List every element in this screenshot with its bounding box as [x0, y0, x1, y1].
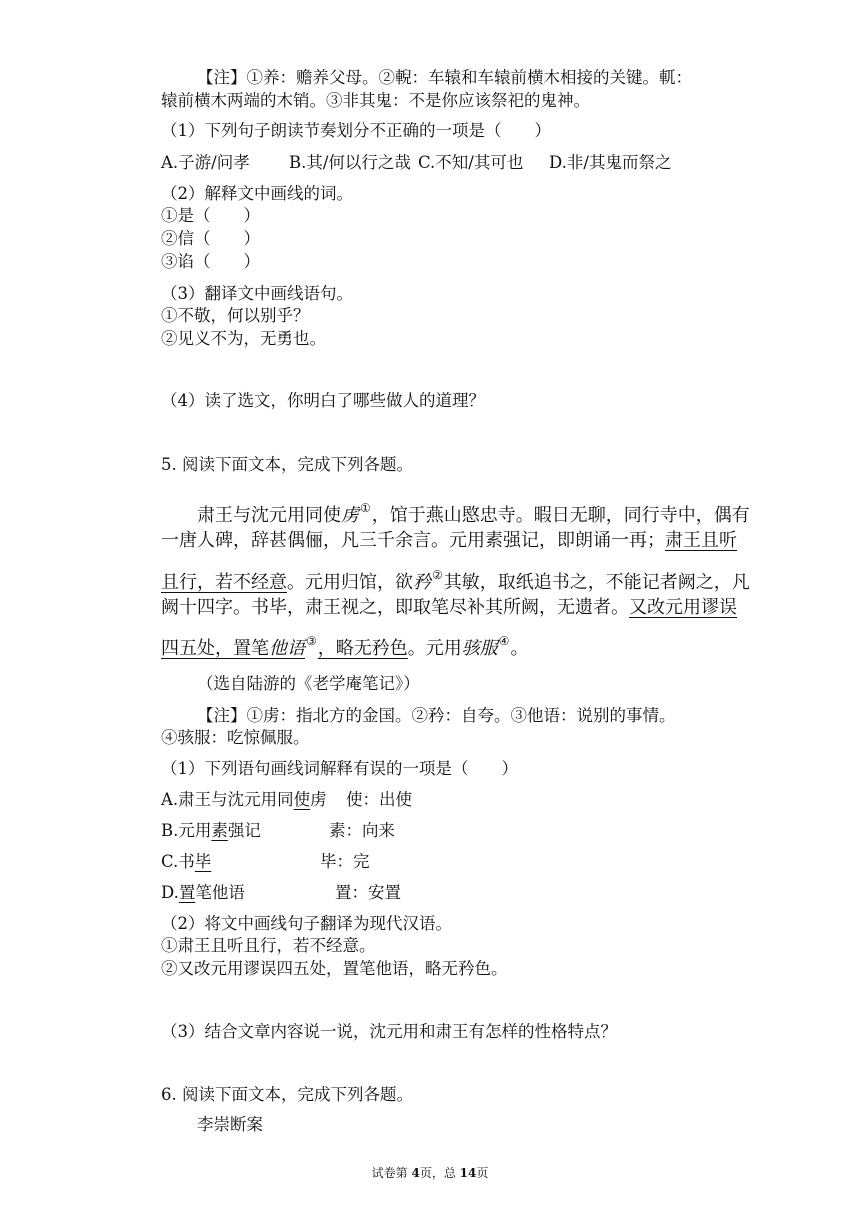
passage-line-1: 肃王与沈元用同使虏①，馆于燕山愍忠寺。暇日无聊，同行寺中，偶有 — [197, 501, 750, 526]
word-jin: 矜 — [413, 572, 431, 593]
word-haifu: 骇服 — [461, 638, 498, 659]
note-line-1: 【注】①养：赡养父母。②輗：车辕和车辕前横木相接的关键。軏： — [197, 68, 692, 87]
underlined-sentence-1b: 且行，若不经意 — [161, 572, 287, 593]
passage-source: （选自陆游的《老学庵笔记》） — [197, 674, 420, 693]
q4-option-b: B.其/何以行之哉 — [289, 153, 411, 172]
q4-part3-item-1: ①不敬，何以别乎？ — [161, 306, 310, 325]
q4-part3-question: （3）翻译文中画线语句。 — [161, 284, 353, 303]
q5-option-d-explanation: 置：安置 — [335, 883, 401, 902]
q4-part2-item-2: ②信（ ） — [161, 229, 260, 248]
q5-part2-question: （2）将文中画线句子翻译为现代汉语。 — [161, 914, 452, 933]
q4-option-c: C.不知/其可也 — [418, 153, 524, 172]
q4-part2-item-3: ③谄（ ） — [161, 252, 260, 271]
q5-note-line-2: ④骇服：吃惊佩服。 — [161, 728, 310, 747]
footnote-marker-2: ② — [432, 568, 443, 582]
q5-option-a-explanation: 使：出使 — [346, 790, 412, 809]
q6-heading: 6. 阅读下面文本，完成下列各题。 — [161, 1085, 413, 1104]
q4-part1-question: （1）下列句子朗读节奏划分不正确的一项是（ ） — [161, 121, 551, 140]
q4-part2-question: （2）解释文中画线的词。 — [161, 184, 353, 203]
q4-option-a: A.子游/问孝 — [161, 153, 250, 172]
q5-option-d: D.置笔他语 — [161, 883, 245, 902]
underlined-sentence-2a: 又改元用谬误 — [629, 597, 737, 618]
q5-part2-item-2: ②又改元用谬误四五处，置笔他语，略无矜色。 — [161, 959, 508, 978]
page-footer: 试卷第 4页，总 14页 — [371, 1166, 489, 1180]
q5-part1-question: （1）下列语句画线词解释有误的一项是（ ） — [161, 759, 518, 778]
passage-line-5: 四五处，置笔他语③，略无矜色。元用骇服④。 — [161, 634, 529, 659]
underlined-sentence-1a: 肃王且听 — [665, 530, 737, 551]
q5-part3-question: （3）结合文章内容说一说，沈元用和肃王有怎样的性格特点？ — [161, 1022, 617, 1041]
q6-title: 李崇断案 — [197, 1115, 263, 1134]
word-tayu: 他语 — [269, 638, 305, 659]
underlined-sentence-2b: 四五处，置笔 — [161, 638, 269, 659]
q4-part2-item-1: ①是（ ） — [161, 206, 260, 225]
footnote-marker-3: ③ — [306, 634, 317, 648]
q5-note-line-1: 【注】①虏：指北方的金国。②矜：自夸。③他语：说别的事情。 — [197, 706, 676, 725]
q5-heading: 5. 阅读下面文本，完成下列各题。 — [161, 455, 413, 474]
page-number: 4 — [411, 1166, 420, 1180]
q5-option-a: A.肃王与沈元用同使虏 — [161, 790, 327, 809]
q5-option-b-explanation: 素：向来 — [329, 821, 395, 840]
passage-line-2: 一唐人碑，辞甚偶俪，凡三千余言。元用素强记，即朗诵一再；肃王且听 — [161, 530, 737, 551]
underlined-sentence-2c: ，略无矜色 — [317, 638, 408, 659]
q4-part3-item-2: ②见义不为，无勇也。 — [161, 329, 326, 348]
q5-option-b: B.元用素强记 — [161, 821, 261, 840]
q4-part4-question: （4）读了选文，你明白了哪些做人的道理？ — [161, 391, 485, 410]
footnote-marker-1: ① — [360, 501, 371, 515]
note-line-2: 辕前横木两端的木销。③非其鬼：不是你应该祭祀的鬼神。 — [161, 91, 590, 110]
total-pages: 14 — [459, 1166, 477, 1180]
q5-option-c: C.书毕 — [161, 852, 212, 871]
q5-part2-item-1: ①肃王且听且行，若不经意。 — [161, 936, 376, 955]
passage-line-3: 且行，若不经意。元用归馆，欲矜②其敏，取纸追书之，不能记者阙之，凡 — [161, 568, 750, 593]
q4-option-d: D.非/其鬼而祭之 — [549, 153, 672, 172]
q5-option-c-explanation: 毕：完 — [320, 852, 370, 871]
word-lu: 虏 — [341, 505, 359, 526]
passage-line-4: 阙十四字。书毕，肃王视之，即取笔尽补其所阙，无遗者。又改元用谬误 — [161, 597, 737, 618]
footnote-marker-4: ④ — [498, 634, 510, 648]
